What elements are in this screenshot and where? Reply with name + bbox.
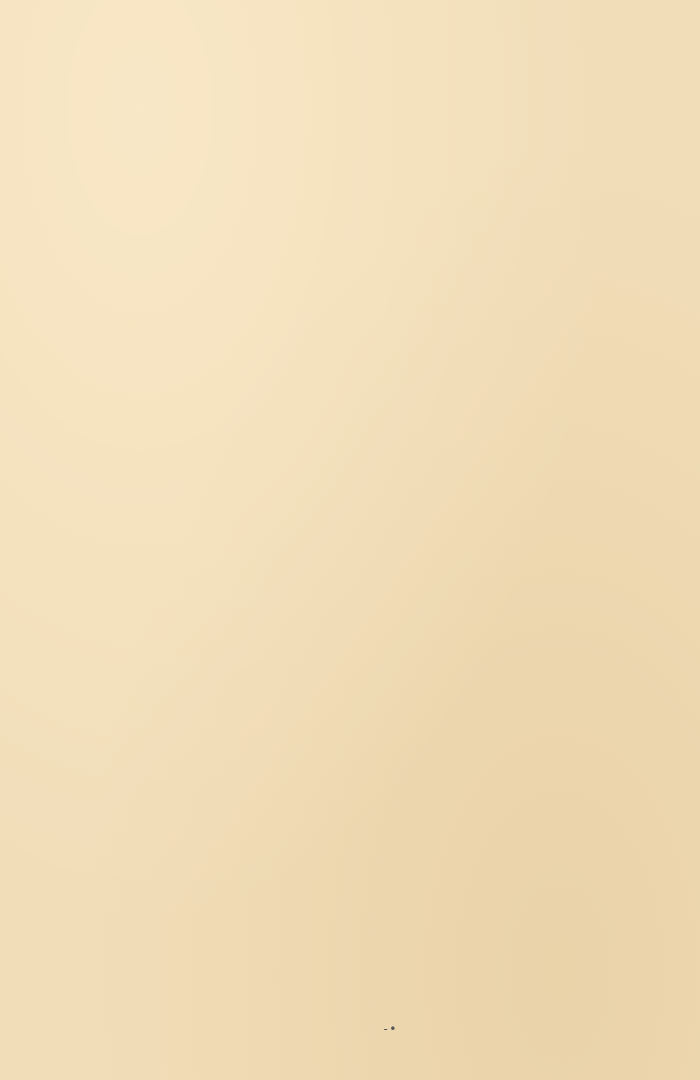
end-mark: -• bbox=[382, 1022, 397, 1036]
